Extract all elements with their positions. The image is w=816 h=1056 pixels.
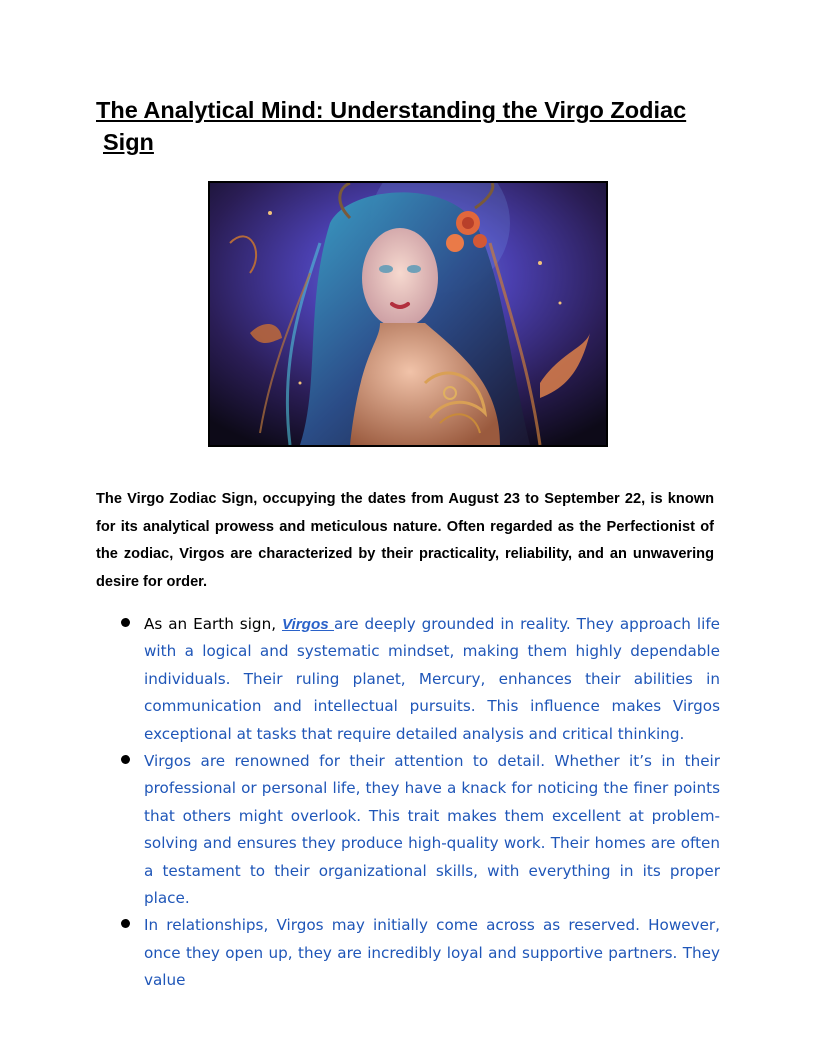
virgo-illustration-graphic: [210, 183, 606, 445]
virgo-illustration: [208, 181, 608, 447]
bullet-body-text: are deeply grounded in reality. They approach life with a logical and systematic mindset, making them highly dependable individuals. Their ruling planet, Mercury, enhances their abilities in communication and intellectual pursuits. This influence makes Virgos exceptional at tasks that require detailed analysis and critical thinking.: [144, 615, 721, 743]
bullet-text: In relationships, Virgos may initially come across as reserved. However, once they open up, they are incredibly loyal and supportive partners. They value: [144, 916, 720, 990]
list-item: [0, 748, 816, 912]
intro-paragraph: The Virgo Zodiac Sign, occupying the dates from August 23 to September 22, is known for its analytical prowess and meticulous nature. Often regarded as the Perfectionist of the zodiac, Virgos are characterized by their practicality, reliability, and an unwavering desire for order.: [96, 491, 714, 590]
virgos-link[interactable]: Virgos: [281, 616, 335, 633]
bullet-text: Virgos are renowned for their attention to detail. Whether it’s in their professional or personal life, they have a knack for noticing the finer points that others might overlook. This trait makes them excellent at problem-solving and ensures they produce high-quality work. Their homes are often a testament to their organizational skills, with everything in its proper place.: [144, 752, 720, 908]
list-item: [0, 912, 816, 994]
bullet-icon: [121, 618, 130, 627]
title-line-1: The Analytical Mind: Understanding the Virgo Zodiac: [96, 97, 687, 123]
bullet-text: [144, 611, 720, 748]
bullet-list: [0, 611, 816, 995]
page-title: [96, 94, 726, 158]
bullet-icon: [121, 755, 130, 764]
bullet-icon: [121, 919, 130, 928]
bullet-lead-text: As an Earth sign,: [144, 615, 282, 633]
title-line-2: Sign: [103, 129, 154, 155]
list-item: [0, 611, 816, 748]
